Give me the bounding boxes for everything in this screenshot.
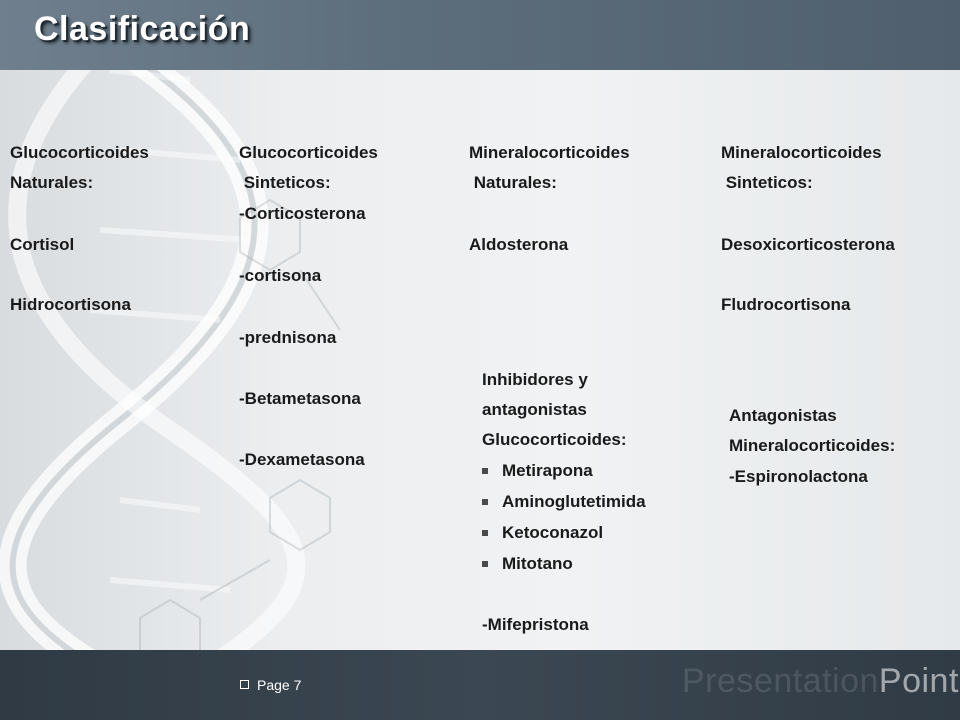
slide-title: Clasificación — [34, 10, 251, 48]
antagonists-heading: Mineralocorticoides: — [729, 436, 896, 455]
column-subheading: Naturales: — [10, 173, 94, 192]
column-heading: Mineralocorticoides — [721, 143, 882, 162]
page-label: Page 7 — [257, 677, 302, 693]
drug-item: Desoxicorticosterona — [721, 235, 895, 254]
column-heading: Glucocorticoides — [239, 143, 378, 162]
drug-item: -Espironolactona — [729, 467, 868, 486]
drug-item: Hidrocortisona — [10, 295, 131, 314]
drug-item: -Corticosterona — [239, 204, 366, 223]
list-item: Aminoglutetimida — [482, 492, 510, 572]
dna-helix-background — [0, 0, 360, 720]
list-item: Mitotano — [482, 554, 510, 634]
bullet-square-icon — [482, 499, 488, 505]
drug-item: -Dexametasona — [239, 450, 365, 469]
page-number — [240, 677, 301, 693]
square-bullet-icon — [240, 680, 249, 689]
inhibitors-heading: antagonistas — [482, 400, 587, 419]
brand-logo — [682, 662, 959, 701]
column-heading: Glucocorticoides — [10, 143, 149, 162]
brand-part2: Point — [878, 662, 959, 700]
drug-item: Cortisol — [10, 235, 75, 254]
brand-part1: Presentation — [682, 662, 879, 700]
drug-item: -prednisona — [239, 328, 337, 347]
inhibitors-heading: Glucocorticoides: — [482, 430, 627, 449]
drug-item: -Betametasona — [239, 389, 361, 408]
drug-item: Fludrocortisona — [721, 295, 851, 314]
list-item: Ketoconazol — [482, 523, 510, 603]
antagonists-heading: Antagonistas — [729, 406, 837, 425]
bullet-square-icon — [482, 530, 488, 536]
column-subheading: Sinteticos: — [239, 173, 331, 192]
column-subheading: Sinteticos: — [721, 173, 813, 192]
column-subheading: Naturales: — [469, 173, 557, 192]
inhibitors-heading: Inhibidores y — [482, 370, 588, 389]
drug-item: -Mifepristona — [482, 615, 589, 634]
column-heading: Mineralocorticoides — [469, 143, 630, 162]
drug-item: -cortisona — [239, 266, 322, 285]
bullet-square-icon — [482, 561, 488, 567]
drug-item: Aldosterona — [469, 235, 569, 254]
bullet-square-icon — [482, 468, 488, 474]
list-item: Metirapona — [482, 461, 510, 541]
